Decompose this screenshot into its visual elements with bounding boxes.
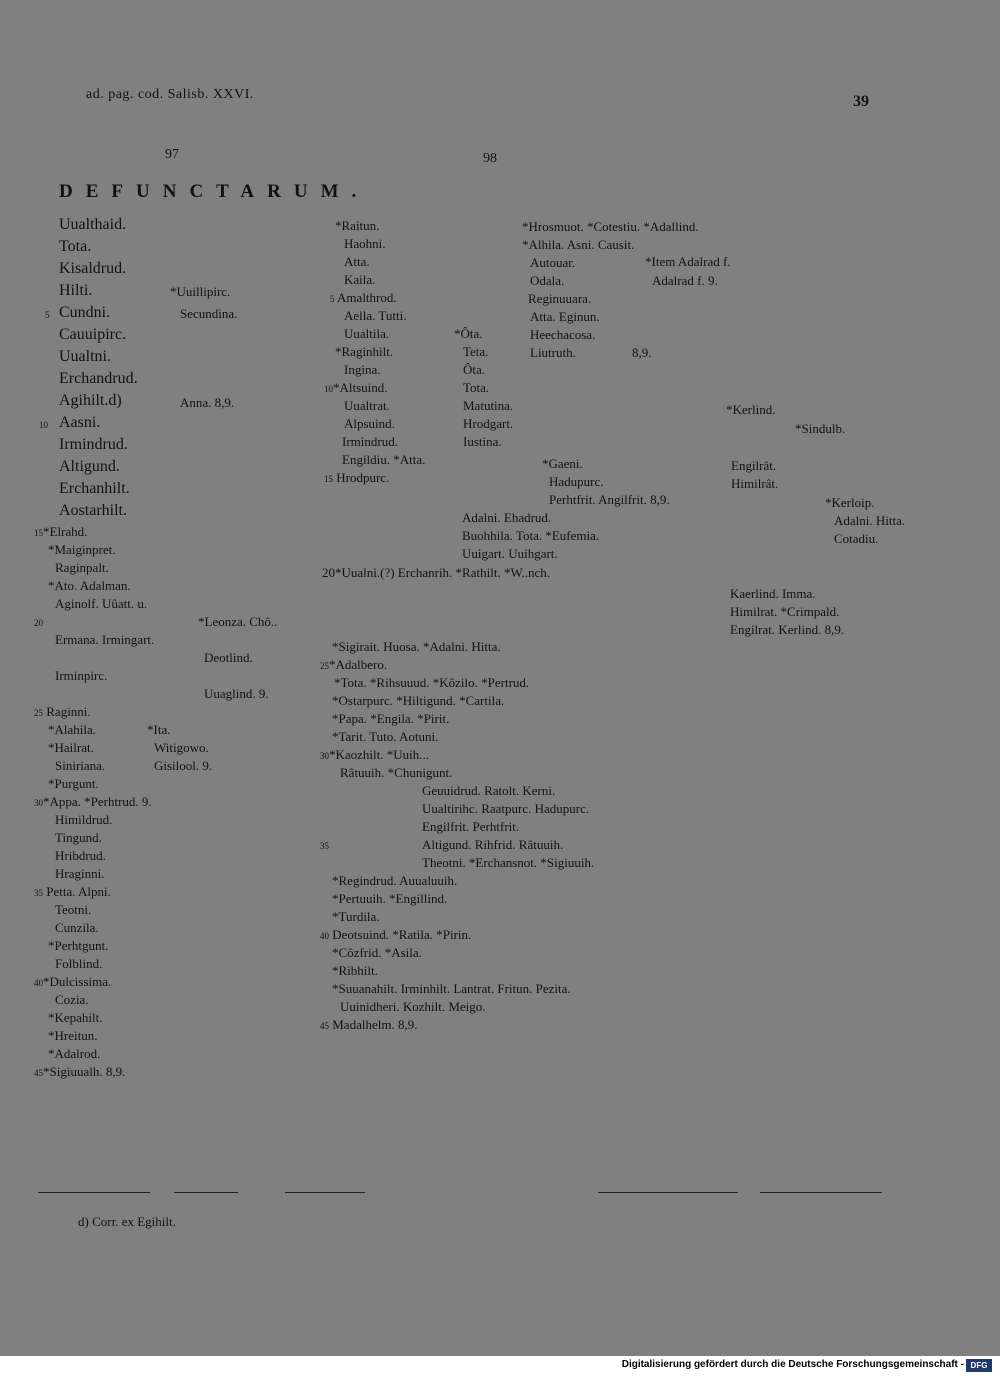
- name-line: 35 Altigund. Rihfrid. Râtuuih.: [320, 837, 564, 852]
- line-number: 35: [34, 888, 43, 898]
- separator-rule: [598, 1192, 738, 1193]
- name-line: Râtuuih. *Chunigunt.: [340, 765, 453, 780]
- name-line: Kaerlind. Imma.: [730, 586, 816, 601]
- name-line: *Ostarpurc. *Hiltigund. *Cartila.: [332, 693, 505, 708]
- name-line: 25*Adalbero.: [320, 657, 388, 672]
- name-line: 30*Appa. *Perhtrud. 9.: [34, 794, 152, 809]
- side-entry: Adalrad f. 9.: [652, 273, 718, 288]
- name-line: *Raitun.: [335, 218, 380, 233]
- name-line: Hribdrud.: [55, 848, 106, 863]
- name-line: Irminpirc.: [55, 668, 108, 683]
- line-number: 45: [34, 1068, 43, 1078]
- running-header: ad. pag. cod. Salisb. XXVI.: [86, 87, 254, 102]
- name-line: Perhtfrit. Angilfrit. 8,9.: [549, 492, 670, 507]
- name-line: 35 Petta. Alpni.: [34, 884, 111, 899]
- name-line: Odala.: [530, 273, 565, 288]
- name-line: Hadupurc.: [549, 474, 604, 489]
- name-line: Liutruth.: [530, 345, 576, 360]
- name-line: 5 Amalthrod.: [330, 290, 397, 305]
- name-line: Alpsuind. Hrodgart.: [344, 416, 514, 431]
- name-line: Kaila.: [344, 272, 376, 287]
- name-line: *Suuanahilt. Irminhilt. Lantrat. Fritun. Pezita.: [332, 981, 571, 996]
- name-line: Reginuuara.: [528, 291, 592, 306]
- name-line: Uualtrat. Matutina.: [344, 398, 514, 413]
- line-number: 15: [34, 528, 43, 538]
- name-line: Erchandrud.: [59, 370, 138, 387]
- name-line: 15 Hrodpurc.: [324, 470, 390, 485]
- name-line: *Gaeni.: [542, 456, 583, 471]
- name-line: *Hailrat. Witigowo.: [48, 740, 209, 755]
- name-line: Ermana. Irmingart.: [55, 632, 155, 647]
- right-block-3: [825, 494, 905, 548]
- name-line: Cozia.: [55, 992, 89, 1007]
- name-line: *Sindulb.: [795, 421, 846, 436]
- line-number: 10: [39, 420, 48, 430]
- name-line: Himildrud.: [55, 812, 113, 827]
- name-line: *Hreitun.: [48, 1028, 98, 1043]
- name-line: *Ato. Adalman.: [48, 578, 131, 593]
- line-number: 35: [320, 841, 329, 851]
- name-line: 45*Sigiuualh. 8,9.: [34, 1064, 126, 1079]
- name-line: Kisaldrud.: [59, 260, 127, 277]
- name-line: *Tota. *Rihsuuud. *Kôzilo. *Pertrud.: [334, 675, 530, 690]
- name-line: Autouar.: [530, 255, 576, 270]
- line-number: 10: [324, 384, 333, 394]
- line-number: 5: [45, 310, 50, 320]
- name-line: Uuaglind. 9.: [204, 686, 269, 701]
- column-number-left: 97: [165, 147, 179, 162]
- name-line: *Côzfrid. *Asila.: [332, 945, 422, 960]
- name-line: Atta.: [344, 254, 370, 269]
- column-1-main-names: [39, 214, 329, 522]
- name-line: Engilfrit. Perhtfrit.: [422, 819, 520, 834]
- name-line: 10 Aasni.: [59, 412, 329, 434]
- name-line: Uualtirihc. Raatpurc. Hadupurc.: [422, 801, 590, 816]
- name-line: Deotlind.: [204, 650, 253, 665]
- name-line: Tingund.: [55, 830, 102, 845]
- name-line: Engildiu. *Atta.: [342, 452, 426, 467]
- name-line: Haohni.: [344, 236, 386, 251]
- name-line: *Alahila. *Ita.: [48, 722, 171, 737]
- name-line: Uualtni.: [59, 348, 111, 365]
- name-line: Engilrat. Kerlind. 8,9.: [730, 622, 845, 637]
- name-line: Altigund.: [59, 458, 120, 475]
- line-number: 30: [320, 751, 329, 761]
- name-line: Atta. Eginun.: [530, 309, 600, 324]
- name-line: *Maiginpret.: [48, 542, 116, 557]
- name-line: 25 Raginni.: [34, 704, 91, 719]
- line-number: 40: [34, 978, 43, 988]
- name-line: Himilrat. *Crimpald.: [730, 604, 840, 619]
- name-line: 40*Dulcissima.: [34, 974, 112, 989]
- name-line: Buohhila. Tota. *Eufemia.: [462, 528, 600, 543]
- side-entry: 8,9.: [632, 345, 652, 360]
- name-line: Cauuipirc.: [59, 326, 127, 343]
- name-line: Engilrât.: [731, 458, 777, 473]
- line-number: 45: [320, 1021, 329, 1031]
- name-line: Uualthaid.: [59, 216, 127, 233]
- column-1-small-names: [34, 523, 314, 1081]
- side-entry: Anna. 8,9.: [180, 395, 235, 410]
- footnote: d) Corr. ex Egihilt.: [78, 1214, 176, 1229]
- name-line: Erchanhilt.: [59, 480, 130, 497]
- name-line: *Kepahilt.: [48, 1010, 103, 1025]
- section-title: DEFUNCTARUM.: [59, 181, 370, 202]
- name-line: Adalni. Hitta.: [834, 513, 906, 528]
- name-line: *Hrosmuot. *Cotestiu. *Adallind.: [522, 219, 699, 234]
- name-line: 40 Deotsuind. *Ratila. *Pirin.: [320, 927, 472, 942]
- name-line: Aella. Tutti.: [344, 308, 407, 323]
- name-line: *Alhila. Asni. Causit.: [522, 237, 635, 252]
- name-line: Hilti.: [59, 282, 93, 299]
- name-line: Heechacosa.: [530, 327, 596, 342]
- name-line: Hraginni.: [55, 866, 105, 881]
- line-number: 5: [330, 294, 335, 304]
- name-line: *Regindrud. Auualuuih.: [332, 873, 458, 888]
- name-line: Aginolf. Uûatt. u.: [55, 596, 148, 611]
- line-number: 40: [320, 931, 329, 941]
- footer-text: Digitalisierung gefördert durch die Deutsche Forschungsgemeinschaft -: [621, 1359, 964, 1370]
- name-line: Tota.: [59, 238, 92, 255]
- line-number: 30: [34, 798, 43, 808]
- name-line: *Perhtgunt.: [48, 938, 109, 953]
- separator-rule: [38, 1192, 150, 1193]
- name-line: 5 Cundni.: [59, 302, 329, 324]
- right-block-4: [730, 585, 844, 639]
- name-line: Theotni. *Erchansnot. *Sigiuuih.: [422, 855, 595, 870]
- name-line: Cotadiu.: [834, 531, 879, 546]
- column-2-lower-names: [320, 638, 740, 1034]
- line-number: 25: [34, 708, 43, 718]
- name-line: Adalni. Ehadrud.: [462, 510, 552, 525]
- name-line: *Raginhilt. Teta.: [335, 344, 489, 359]
- name-line: Himilrât.: [731, 476, 779, 491]
- name-line: Geuuidrud. Ratolt. Kerni.: [422, 783, 556, 798]
- line-number: 20: [34, 618, 43, 628]
- name-line: 45 Madalhelm. 8,9.: [320, 1017, 418, 1032]
- name-line: *Kerlind.: [726, 402, 776, 417]
- dfg-logo: DFG: [966, 1359, 992, 1372]
- name-line: *Tarit. Tuto. Aotuni.: [332, 729, 439, 744]
- page-number: 39: [853, 93, 869, 110]
- name-line: Uualtila. *Ôta.: [344, 326, 483, 341]
- name-line: Ingina. Ôta.: [344, 362, 486, 377]
- name-line: 20*Uualni.(?) Erchanrih. *Rathilt. *W..nch.: [322, 565, 551, 580]
- column-3-mid-block: [542, 455, 670, 509]
- name-line: Teotni.: [55, 902, 92, 917]
- right-block-2: [731, 457, 778, 493]
- line-number: 25: [320, 661, 329, 671]
- name-line: 10*Altsuind. Tota.: [324, 380, 490, 395]
- side-entry: Secundina.: [180, 306, 238, 321]
- name-line: *Kerloip.: [825, 495, 875, 510]
- separator-rule: [285, 1192, 365, 1193]
- name-line: Raginpalt.: [55, 560, 109, 575]
- name-line: *Ribhilt.: [332, 963, 378, 978]
- name-line: Siniriana. Gisilool. 9.: [55, 758, 213, 773]
- name-line: Folblind.: [55, 956, 103, 971]
- name-line: Uuigart. Uuihgart.: [462, 546, 558, 561]
- column-number-right: 98: [483, 151, 497, 166]
- separator-rule: [760, 1192, 882, 1193]
- name-line: 30*Kaozhilt. *Uuih...: [320, 747, 430, 762]
- separator-rule: [174, 1192, 238, 1193]
- side-entry: *Item Adalrad f.: [645, 254, 731, 269]
- name-line: *Purgunt.: [48, 776, 99, 791]
- name-line: *Adalrod.: [48, 1046, 101, 1061]
- name-line: *Turdila.: [332, 909, 380, 924]
- name-line: *Sigirait. Huosa. *Adalni. Hitta.: [332, 639, 501, 654]
- name-line: Aostarhilt.: [59, 502, 127, 519]
- line-number: 15: [324, 474, 333, 484]
- name-line: *Papa. *Engila. *Pirit.: [332, 711, 450, 726]
- column-3-names: [520, 218, 699, 362]
- name-line: Uuinidheri. Kozhilt. Meigo.: [340, 999, 486, 1014]
- name-line: *Pertuuih. *Engillind.: [332, 891, 448, 906]
- name-line: Agihilt.d): [59, 392, 122, 409]
- name-line: Irmindrud. Iustina.: [342, 434, 502, 449]
- name-line: 15*Elrahd.: [34, 524, 88, 539]
- name-line: Irmindrud.: [59, 436, 128, 453]
- name-line: 20 *Leonza. Chô..: [34, 614, 278, 629]
- side-entry: *Uuillipirc.: [170, 284, 231, 299]
- name-line: Cunzila.: [55, 920, 99, 935]
- footer-bar: [0, 1356, 1000, 1376]
